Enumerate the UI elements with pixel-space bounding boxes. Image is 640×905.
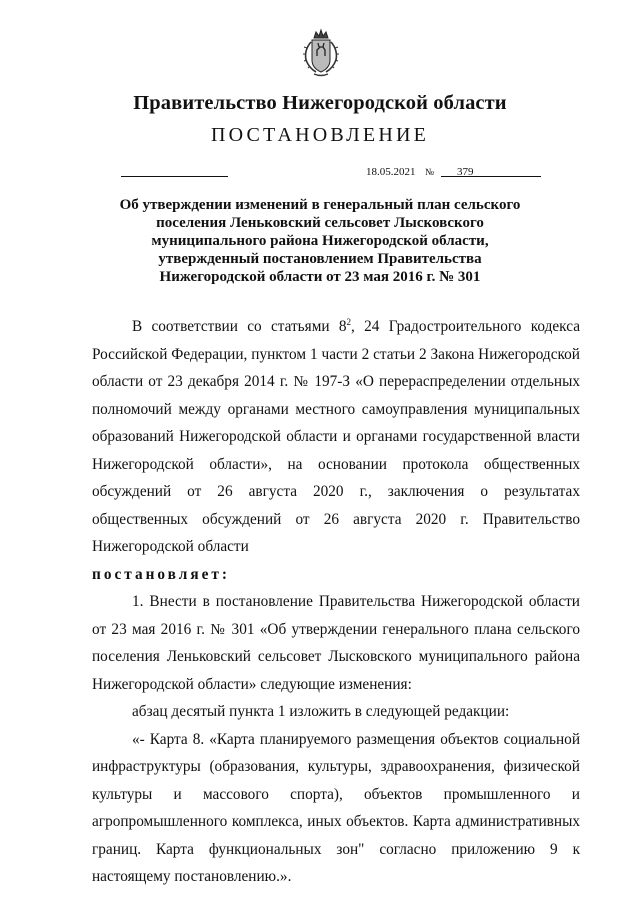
document-number: 379 bbox=[457, 166, 474, 178]
preamble-start: В соответствии со статьями 8 bbox=[132, 318, 347, 335]
heading-line: утвержденный постановлением Правительства bbox=[158, 251, 482, 267]
government-name: Правительство Нижегородской области bbox=[133, 92, 507, 114]
document-date: 18.05.2021 bbox=[366, 166, 416, 178]
document-heading bbox=[100, 196, 540, 286]
number-underline bbox=[441, 176, 541, 177]
item-1-sub-paragraph: абзац десятый пункта 1 изложить в следующей редакции: bbox=[132, 703, 510, 720]
article-superscript: 2 bbox=[346, 316, 352, 327]
number-label: № bbox=[425, 168, 435, 178]
item-1-quote-paragraph: «- Карта 8. «Карта планируемого размещения объектов социальной инфраструктуры (образования, культуры, здравоохранения, физической культуры и массового спорта), объектов промышленного и агропромышленного комплекса, иных объектов. Карта административных границ. Карта функциональных зон" согласно приложению 9 к настоящему постановлению.». bbox=[92, 730, 580, 885]
resolves-paragraph bbox=[92, 561, 580, 589]
heading-line: Нижегородской области от 23 мая 2016 г. № 301 bbox=[159, 269, 481, 285]
item-1-paragraph: 1. Внести в постановление Правительства Нижегородской области от 23 мая 2016 г. № 301 «Об утверждении генерального плана сельского поселения Леньковский сельсовет Лысковского муниципального района Нижегородской области» следующие изменения: bbox=[92, 593, 580, 693]
heading-line: Об утверждении изменений в генеральный план сельского bbox=[119, 197, 521, 213]
date-underline bbox=[121, 176, 228, 177]
coat-of-arms-emblem bbox=[302, 28, 340, 78]
preamble-rest: , 24 Градостроительного кодекса Российской Федерации, пунктом 1 части 2 статьи 2 Закона Нижегородской области от 23 декабря 2014 г. № 197-З «О перераспределении отдельных полномочий между органами местного самоуправления муниципальных образований Нижегородской области и органами государственной власти Нижегородской области», на основании протокола общественных обсуждений от 26 августа 2020 г., заключения о результатах общественных обсуждений от 26 августа 2020 г. Правительство Нижегородской области bbox=[92, 318, 580, 555]
resolves-word: постановляет: bbox=[92, 565, 230, 583]
heading-line: муниципального района Нижегородской области, bbox=[151, 233, 489, 249]
document-type: ПОСТАНОВЛЕНИЕ bbox=[210, 124, 430, 146]
heading-line: поселения Леньковский сельсовет Лысковского bbox=[156, 215, 484, 231]
preamble-paragraph bbox=[92, 313, 580, 561]
document-body bbox=[92, 313, 580, 891]
